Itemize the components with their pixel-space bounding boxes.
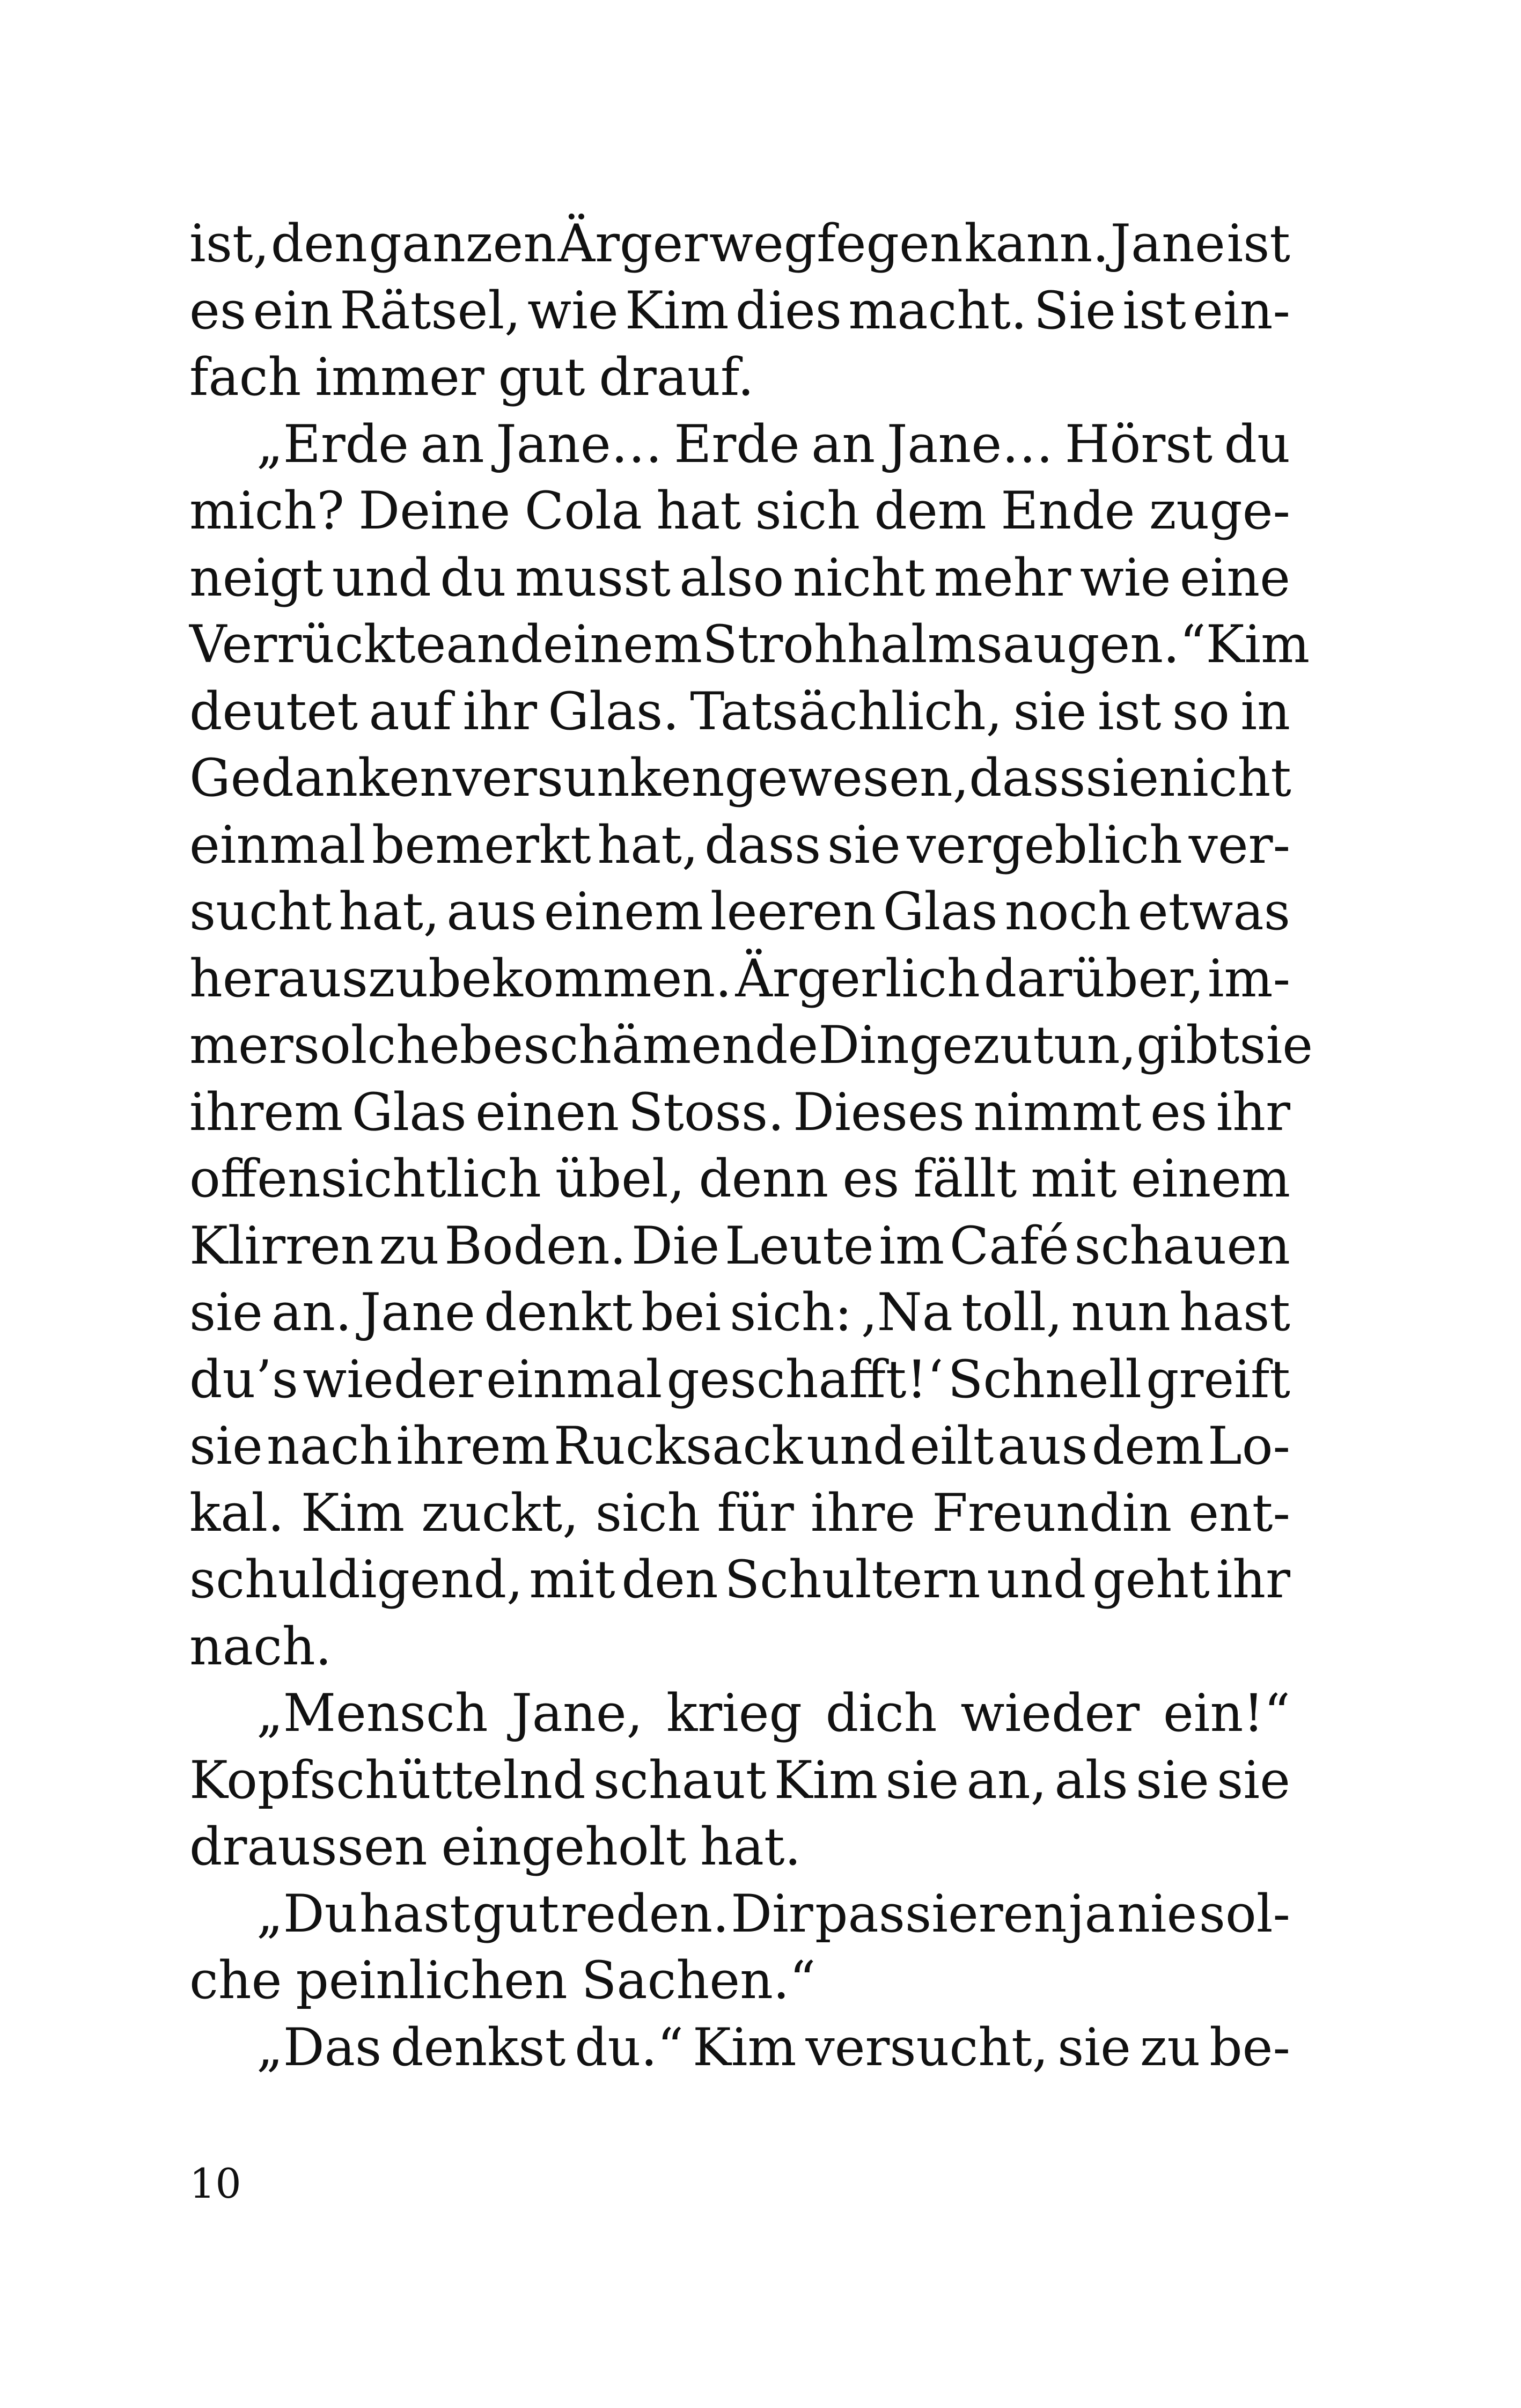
text-word: darüber, — [983, 948, 1204, 1009]
text-word: Dir — [731, 1883, 813, 1944]
text-word: zuge- — [1149, 481, 1290, 541]
text-word: Kim — [693, 2017, 797, 2077]
page-number: 10 — [189, 2160, 241, 2207]
text-word: hast — [359, 1883, 471, 1944]
text-word: Kopfschüttelnd — [189, 1750, 586, 1810]
text-word: hat, — [597, 814, 699, 875]
text-word: neigt — [189, 547, 324, 608]
text-word: also — [679, 547, 784, 608]
text-word: hast — [1179, 1282, 1290, 1342]
text-word: immer — [315, 347, 484, 407]
text-word: ver- — [1188, 814, 1290, 875]
text-word: versunken — [452, 748, 725, 808]
text-word: Jane, — [511, 1683, 643, 1743]
text-word: und — [806, 1416, 906, 1476]
text-word: Sie — [1033, 280, 1116, 341]
text-word: nicht — [792, 547, 925, 608]
text-line — [189, 1146, 1290, 1213]
text-word: du — [1224, 414, 1290, 474]
text-word: nicht — [1159, 748, 1291, 808]
text-line — [189, 945, 1290, 1012]
text-word: mit — [1031, 1149, 1117, 1209]
text-word: „Erde — [256, 414, 409, 474]
body-text — [189, 210, 1313, 2081]
text-word: noch — [1004, 882, 1131, 942]
text-word: ja — [1068, 1883, 1115, 1944]
text-line — [189, 210, 1290, 277]
text-word: aus — [446, 882, 537, 942]
text-word: es — [842, 1149, 900, 1209]
text-word: Erde — [674, 414, 800, 474]
text-word: ent- — [1188, 1482, 1290, 1543]
text-word: zu — [1140, 2017, 1201, 2077]
text-word: ist — [1226, 214, 1290, 274]
text-word: Klirren — [189, 1215, 374, 1276]
text-word: Kim — [774, 1750, 878, 1810]
text-word: du — [440, 547, 506, 608]
text-word: Die — [631, 1215, 720, 1276]
text-word: wieder — [960, 1683, 1140, 1743]
text-word: Ende — [1001, 481, 1135, 541]
text-word: fach — [189, 347, 302, 407]
text-word: bei — [641, 1282, 722, 1342]
text-word: als — [1054, 1750, 1128, 1810]
text-word: solche — [293, 1015, 460, 1075]
text-word: leeren — [710, 882, 876, 942]
text-line — [189, 1480, 1290, 1547]
text-word: macht. — [848, 280, 1027, 341]
text-word: vergeblich — [907, 814, 1182, 875]
text-word: ihr — [1216, 1082, 1290, 1142]
text-word: ‚Na — [861, 1282, 953, 1342]
text-word: nie — [1117, 1883, 1197, 1944]
text-word: „Du — [256, 1883, 358, 1944]
text-line — [189, 1947, 1290, 2014]
text-word: Rucksack — [553, 1416, 803, 1476]
text-word: wie — [1079, 547, 1171, 608]
text-word: greift — [1146, 1349, 1290, 1409]
text-word: einem — [543, 882, 703, 942]
text-line — [189, 1079, 1290, 1146]
text-word: sie — [189, 1282, 263, 1342]
text-word: an — [420, 414, 484, 474]
text-line — [189, 545, 1290, 612]
text-line — [189, 344, 1290, 411]
text-line — [189, 1546, 1290, 1613]
text-word: Kim — [625, 280, 729, 341]
text-word: beschämende — [459, 1015, 819, 1075]
text-word: Ärgerlich — [735, 948, 980, 1009]
text-word: sie — [1136, 1750, 1209, 1810]
text-word: ihr — [462, 681, 537, 742]
text-word: dass — [704, 814, 821, 875]
text-word: ein!“ — [1163, 1683, 1290, 1743]
text-word: deinem — [510, 614, 702, 674]
text-word: nun — [1071, 1282, 1171, 1342]
text-word: Jane… — [886, 414, 1054, 474]
text-word: bemerkt — [371, 814, 591, 875]
text-word: ganzen — [369, 214, 557, 274]
text-word: fällt — [913, 1149, 1017, 1209]
text-line — [189, 1279, 1290, 1346]
text-word: dem — [874, 481, 987, 541]
text-word: versucht, — [805, 2017, 1049, 2077]
text-word: deutet — [189, 681, 358, 742]
text-word: Schnell — [947, 1349, 1142, 1409]
text-word: ist — [1122, 280, 1186, 341]
text-word: hat. — [700, 1817, 802, 1877]
text-word: du.“ — [575, 2017, 684, 2077]
text-word: Hörst — [1064, 414, 1213, 474]
text-word: Deine — [358, 481, 511, 541]
text-word: Kim — [300, 1482, 405, 1543]
text-word: kal. — [189, 1482, 284, 1543]
text-word: denn — [699, 1149, 829, 1209]
text-word: Lo- — [1207, 1416, 1290, 1476]
text-line — [189, 611, 1310, 678]
text-word: mehr — [934, 547, 1071, 608]
text-line — [189, 1814, 1290, 1881]
text-word: sie — [827, 814, 901, 875]
text-word: übel, — [555, 1149, 685, 1209]
text-word: Rätsel, — [340, 280, 521, 341]
text-word: ihr — [1216, 1550, 1290, 1610]
text-word: tun, — [1033, 1015, 1137, 1075]
text-word: sich — [755, 481, 861, 541]
text-line — [189, 1346, 1290, 1413]
text-word: mer — [189, 1015, 293, 1075]
text-word: sie — [189, 1416, 263, 1476]
text-word: so — [1172, 681, 1230, 742]
text-word: toll, — [961, 1282, 1063, 1342]
text-word: hat, — [339, 882, 440, 942]
text-word: für — [717, 1482, 794, 1543]
text-word: Boden. — [444, 1215, 627, 1276]
text-word: gut — [472, 1883, 560, 1944]
text-word: offensichtlich — [189, 1149, 541, 1209]
text-word: schuldigend, — [189, 1550, 523, 1610]
text-word: passieren — [815, 1883, 1067, 1944]
text-word: Glas — [883, 882, 998, 942]
text-word: einem — [1130, 1149, 1290, 1209]
text-word: auf — [369, 681, 452, 742]
text-word: geht — [1092, 1550, 1210, 1610]
text-line — [189, 1613, 1290, 1680]
text-word: ihre — [810, 1482, 916, 1543]
text-word: gut — [498, 347, 585, 407]
text-word: sie — [1217, 1750, 1290, 1810]
text-word: sie — [885, 1750, 959, 1810]
text-word: wieder — [303, 1349, 482, 1409]
text-line — [189, 1213, 1290, 1280]
text-line — [189, 1680, 1290, 1747]
text-word: krieg — [666, 1683, 802, 1743]
text-word: ist, — [189, 214, 270, 274]
text-word: nach — [266, 1416, 393, 1476]
text-word: gibt — [1136, 1015, 1240, 1075]
text-word: in — [1240, 681, 1290, 742]
text-word: sie — [1013, 681, 1087, 742]
text-word: und — [332, 547, 431, 608]
text-word: einmal — [486, 1349, 663, 1409]
text-word: saugen.“ — [976, 614, 1206, 674]
text-word: Verrückte — [189, 614, 446, 674]
text-word: den — [270, 214, 368, 274]
text-word: sie — [1057, 2017, 1131, 2077]
text-word: be- — [1209, 2017, 1290, 2077]
text-line — [189, 1413, 1290, 1480]
text-word: dem — [1091, 1416, 1204, 1476]
text-word: eilt — [909, 1416, 994, 1476]
text-word: gewesen, — [724, 748, 969, 808]
text-line — [189, 478, 1290, 545]
text-word: wie — [527, 280, 619, 341]
text-word: im- — [1207, 948, 1290, 1009]
text-word: sie — [1085, 748, 1159, 808]
text-word: eine — [1179, 547, 1290, 608]
text-line — [189, 2014, 1290, 2081]
text-word: Leute — [724, 1215, 874, 1276]
text-word: eingeholt — [441, 1817, 686, 1877]
text-word: Stoss. — [628, 1082, 784, 1142]
text-word: kann. — [964, 214, 1109, 274]
text-word: herauszubekommen. — [189, 948, 732, 1009]
text-word: Freundin — [932, 1482, 1172, 1543]
text-word: es — [1150, 1082, 1208, 1142]
text-line — [189, 812, 1290, 879]
text-line — [189, 745, 1290, 812]
text-word: Glas — [351, 1082, 467, 1142]
text-word: sucht — [189, 882, 332, 942]
text-line — [189, 678, 1290, 745]
text-word: „Mensch — [256, 1683, 488, 1743]
text-line — [189, 878, 1290, 945]
text-word: schauen — [1074, 1215, 1290, 1276]
text-word: Jane — [360, 1282, 475, 1342]
text-word: du’s — [189, 1349, 299, 1409]
text-word: Sachen.“ — [581, 1950, 816, 2010]
text-word: Gedanken — [189, 748, 453, 808]
text-word: Ärger — [557, 214, 708, 274]
text-word: an — [811, 414, 876, 474]
text-word: peinlichen — [296, 1950, 568, 2010]
text-word: ein- — [1193, 280, 1290, 341]
text-line — [189, 1881, 1290, 1948]
text-word: „Das — [256, 2017, 382, 2077]
text-word: denkst — [391, 2017, 566, 2077]
text-word: aus — [997, 1416, 1088, 1476]
text-word: mit — [529, 1550, 615, 1610]
text-word: denkt — [484, 1282, 633, 1342]
text-word: dies — [735, 280, 842, 341]
text-word: nach. — [189, 1616, 332, 1677]
text-word: im — [879, 1215, 945, 1276]
text-word: sol- — [1199, 1883, 1290, 1944]
text-word: hat — [656, 481, 741, 541]
text-word: sich: — [730, 1282, 853, 1342]
text-word: drauf. — [599, 347, 754, 407]
text-word: dass — [969, 748, 1086, 808]
text-word: Strohhalm — [702, 614, 976, 674]
text-word: Café — [949, 1215, 1069, 1276]
text-word: Tatsächlich, — [690, 681, 1003, 742]
text-word: an. — [271, 1282, 352, 1342]
text-word: nimmt — [973, 1082, 1142, 1142]
text-line — [189, 277, 1290, 344]
text-word: che — [189, 1950, 282, 2010]
text-word: mich? — [189, 481, 344, 541]
text-word: Schultern — [724, 1550, 981, 1610]
text-word: es — [189, 280, 247, 341]
text-word: Jane — [1110, 214, 1225, 274]
text-word: sie — [1239, 1015, 1313, 1075]
text-word: an, — [966, 1750, 1047, 1810]
text-word: ihrem — [189, 1082, 343, 1142]
text-word: zu — [972, 1015, 1033, 1075]
text-word: Glas. — [548, 681, 679, 742]
text-line — [189, 1747, 1290, 1814]
text-word: den — [621, 1550, 718, 1610]
text-word: reden. — [561, 1883, 729, 1944]
text-word: Dieses — [793, 1082, 965, 1142]
text-word: ihrem — [396, 1416, 550, 1476]
text-word: Jane… — [496, 414, 663, 474]
text-word: ein — [253, 280, 333, 341]
text-word: sich — [595, 1482, 701, 1543]
text-word: schaut — [593, 1750, 767, 1810]
text-word: draussen — [189, 1817, 428, 1877]
text-word: dich — [825, 1683, 937, 1743]
text-word: einen — [475, 1082, 620, 1142]
text-word: musst — [515, 547, 671, 608]
text-word: Cola — [524, 481, 642, 541]
text-line — [189, 1012, 1313, 1079]
text-word: Dinge — [818, 1015, 973, 1075]
text-word: geschafft!‘ — [666, 1349, 944, 1409]
text-word: ist — [1097, 681, 1162, 742]
text-word: wegfegen — [709, 214, 963, 274]
text-word: etwas — [1137, 882, 1290, 942]
text-word: zuckt, — [421, 1482, 579, 1543]
text-word: zu — [379, 1215, 439, 1276]
text-line — [189, 411, 1290, 478]
text-word: an — [446, 614, 510, 674]
text-word: Kim — [1206, 614, 1310, 674]
text-word: einmal — [189, 814, 366, 875]
text-word: und — [987, 1550, 1086, 1610]
